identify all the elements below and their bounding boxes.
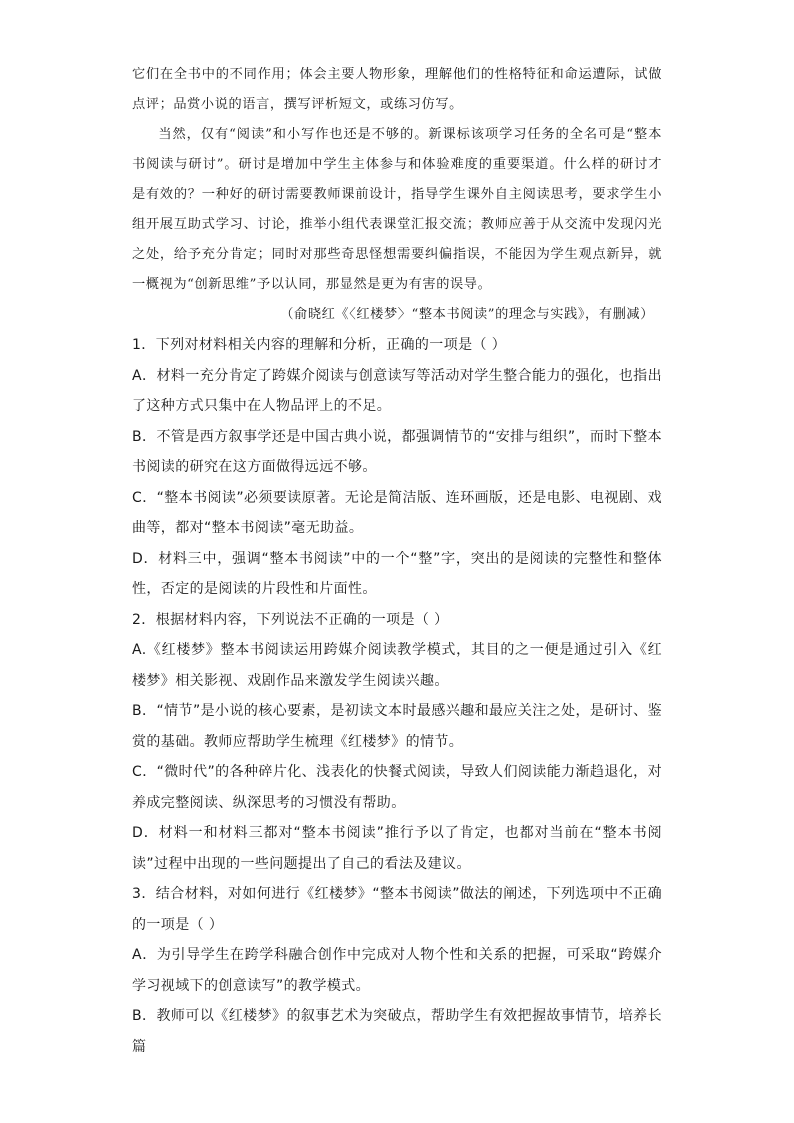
question-option-b: B．教师可以《红楼梦》的叙事艺术为突破点，帮助学生有效把握故事情节，培养长篇 — [132, 1008, 662, 1055]
question-stem: 3．结合材料，对如何进行《红楼梦》“整本书阅读”做法的阐述，下列选项中不正确的一项是（ ） — [132, 886, 662, 933]
question-3 — [132, 879, 662, 1062]
question-option-a: A．材料一充分肯定了跨媒介阅读与创意读写等活动对学生整合能力的强化，也指出了这种方式只集中在人物品评上的不足。 — [132, 367, 662, 414]
question-list — [132, 330, 662, 1062]
question-2 — [132, 605, 662, 880]
question-1 — [132, 330, 662, 605]
passage-source: （俞晓红《〈红楼梦〉“整本书阅读”的理念与实践》，有删减） — [280, 307, 654, 322]
question-option-c: C．“微时代”的各种碎片化、浅表化的快餐式阅读，导致人们阅读能力渐趋退化，对养成完整阅读、纵深思考的习惯没有帮助。 — [132, 764, 662, 811]
reading-passage — [132, 60, 662, 330]
question-option-d: D．材料一和材料三都对“整本书阅读”推行予以了肯定，也都对当前在“整本书阅读”过程中出现的一些问题提出了自己的看法及建议。 — [132, 825, 662, 872]
question-option-d: D．材料三中，强调“整本书阅读”中的一个“整”字，突出的是阅读的完整性和整体性，否定的是阅读的片段性和片面性。 — [132, 550, 662, 597]
passage-paragraph-1: 它们在全书中的不同作用；体会主要人物形象，理解他们的性格特征和命运遭际，试做点评；品赏小说的语言，撰写评析短文，或练习仿写。 — [132, 67, 662, 112]
page-content — [132, 60, 662, 1062]
question-stem: 1．下列对材料相关内容的理解和分析，正确的一项是（ ） — [132, 337, 507, 353]
question-option-c: C．“整本书阅读”必须要读原著。无论是简洁版、连环画版，还是电影、电视剧、戏曲等，都对“整本书阅读”毫无助益。 — [132, 489, 662, 536]
question-option-a: A．为引导学生在跨学科融合创作中完成对人物个性和关系的把握，可采取“跨媒介学习视域下的创意读写”的教学模式。 — [132, 947, 662, 994]
question-option-b: B．“情节”是小说的核心要素，是初读文本时最感兴趣和最应关注之处，是研讨、鉴赏的基础。教师应帮助学生梳理《红楼梦》的情节。 — [132, 703, 662, 750]
passage-paragraph-2: 当然，仅有“阅读”和小写作也还是不够的。新课标该项学习任务的全名可是“整本书阅读与研讨”。研讨是增加中学生主体参与和体验难度的重要渠道。什么样的研讨才是有效的？一种好的研讨需要教师课前设计，指导学生课外自主阅读思考，要求学生小组开展互助式学习、讨论，推举小组代表课堂汇报交流；教师应善于从交流中发现闪光之处，给予充分肯定；同时对那些奇思怪想需要纠偏指误，不能因为学生观点新异，就一概视为“创新思维”予以认同，那显然是更为有害的误导。 — [132, 127, 662, 292]
question-option-b: B．不管是西方叙事学还是中国古典小说，都强调情节的“安排与组织”，而时下整本书阅读的研究在这方面做得远远不够。 — [132, 428, 662, 475]
question-option-a: A.《红楼梦》整本书阅读运用跨媒介阅读教学模式，其目的之一便是通过引入《红楼梦》相关影视、戏剧作品来激发学生阅读兴趣。 — [132, 642, 662, 689]
question-stem: 2．根据材料内容，下列说法不正确的一项是（ ） — [132, 611, 449, 628]
